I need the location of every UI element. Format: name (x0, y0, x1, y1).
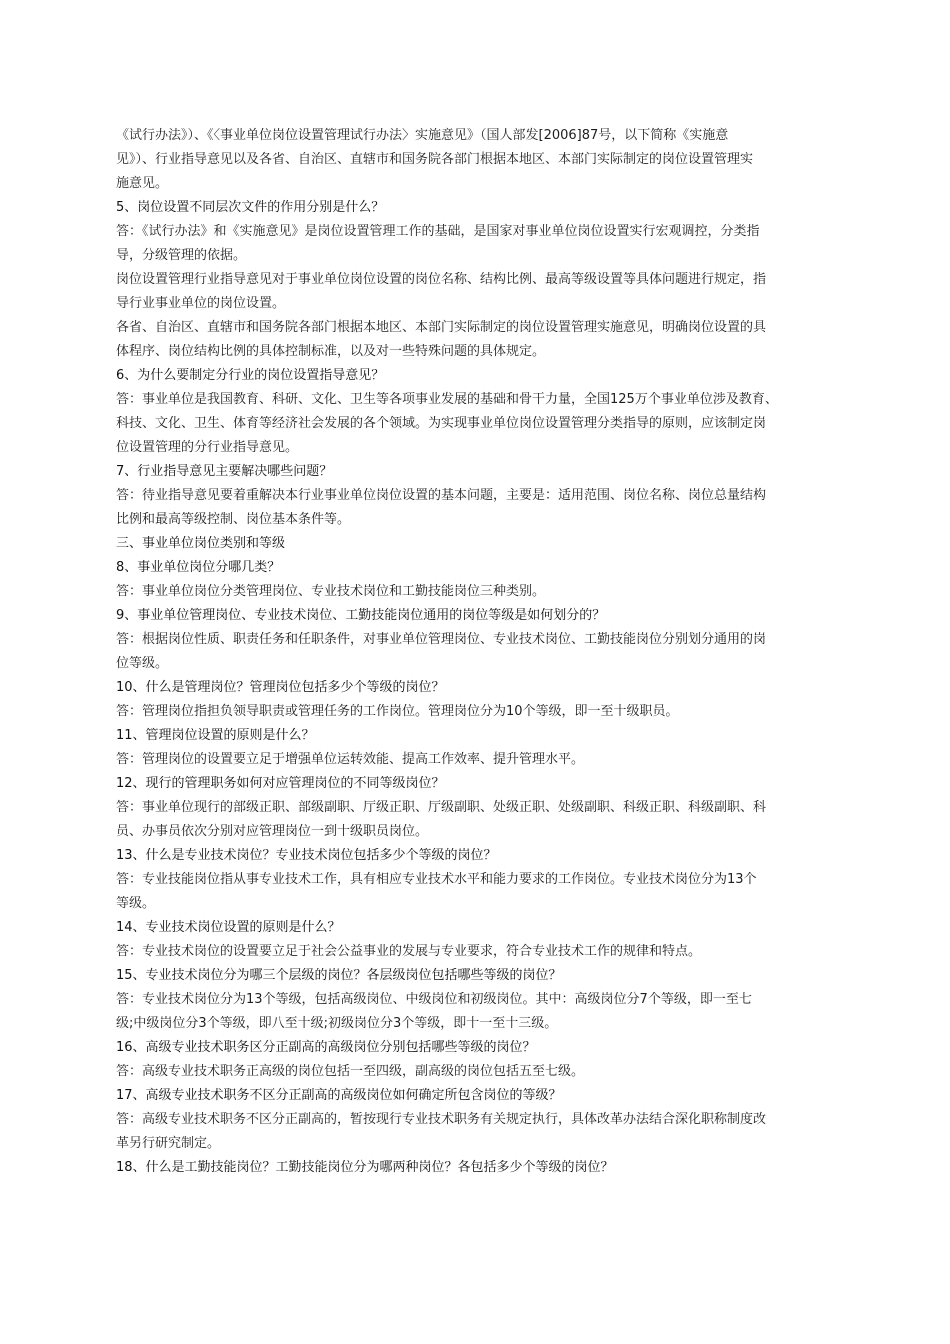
text-line: 答：专业技术岗位的设置要立足于社会公益事业的发展与专业要求，符合专业技术工作的规律和特点。 (116, 944, 702, 959)
text-line: 员、办事员依次分别对应管理岗位一到十级职员岗位。 (116, 824, 429, 839)
text-line: 等级。 (116, 896, 156, 911)
question-line: 8、事业单位岗位分哪几类？ (116, 560, 281, 575)
text-line: 答：根据岗位性质、职责任务和任职条件，对事业单位管理岗位、专业技术岗位、工勤技能岗位分别划分通用的岗 (116, 632, 767, 647)
text-line: 比例和最高等级控制、岗位基本条件等。 (116, 512, 351, 527)
text-line: 答：管理岗位的设置要立足于增强单位运转效能、提高工作效率、提升管理水平。 (116, 752, 585, 767)
text-line: 答：高级专业技术职务正高级的岗位包括一至四级，副高级的岗位包括五至七级。 (116, 1064, 585, 1079)
text-line: 答：待业指导意见要着重解决本行业事业单位岗位设置的基本问题，主要是：适用范围、岗位名称、岗位总量结构 (116, 488, 767, 503)
text-line: 答：管理岗位指担负领导职责或管理任务的工作岗位。管理岗位分为10个等级，即一至十级职员。 (116, 704, 679, 719)
question-line: 12、现行的管理职务如何对应管理岗位的不同等级岗位？ (116, 776, 445, 791)
question-line: 17、高级专业技术职务不区分正副高的高级岗位如何确定所包含岗位的等级？ (116, 1088, 562, 1103)
text-line: 革另行研究制定。 (116, 1136, 221, 1151)
text-line: 答：《试行办法》和《实施意见》是岗位设置管理工作的基础，是国家对事业单位岗位设置实行宏观调控，分类指 (116, 224, 760, 239)
question-line: 6、为什么要制定分行业的岗位设置指导意见？ (116, 368, 385, 383)
question-line: 13、什么是专业技术岗位？专业技术岗位包括多少个等级的岗位？ (116, 848, 497, 863)
text-line: 位等级。 (116, 656, 169, 671)
text-line: 体程序、岗位结构比例的具体控制标准，以及对一些特殊问题的具体规定。 (116, 344, 546, 359)
question-line: 18、什么是工勤技能岗位？工勤技能岗位分为哪两种岗位？各包括多少个等级的岗位？ (116, 1160, 614, 1175)
text-line: 《试行办法》）、《〈事业单位岗位设置管理试行办法〉实施意见》（国人部发[2006]87号，以下简称《实施意 (116, 128, 729, 143)
text-line: 答：事业单位现行的部级正职、部级副职、厅级正职、厅级副职、处级正职、处级副职、科级正职、科级副职、科 (116, 800, 767, 815)
text-line: 科技、文化、卫生、体育等经济社会发展的各个领域。为实现事业单位岗位设置管理分类指导的原则，应该制定岗 (116, 416, 767, 431)
text-line: 位设置管理的分行业指导意见。 (116, 440, 299, 455)
question-line: 7、行业指导意见主要解决哪些问题？ (116, 464, 333, 479)
question-line: 15、专业技术岗位分为哪三个层级的岗位？各层级岗位包括哪些等级的岗位？ (116, 968, 562, 983)
text-line: 答：专业技术岗位分为13个等级，包括高级岗位、中级岗位和初级岗位。其中：高级岗位分7个等级，即一至七 (116, 992, 752, 1007)
question-line: 9、事业单位管理岗位、专业技术岗位、工勤技能岗位通用的岗位等级是如何划分的？ (116, 608, 606, 623)
question-line: 5、岗位设置不同层次文件的作用分别是什么？ (116, 200, 385, 215)
question-line: 16、高级专业技术职务区分正副高的高级岗位分别包括哪些等级的岗位？ (116, 1040, 536, 1055)
question-line: 11、管理岗位设置的原则是什么？ (116, 728, 315, 743)
question-line: 三、事业单位岗位类别和等级 (116, 536, 286, 551)
text-line: 见》）、行业指导意见以及各省、自治区、直辖市和国务院各部门根据本地区、本部门实际制定的岗位设置管理实 (116, 152, 754, 167)
text-line: 答：专业技能岗位指从事专业技术工作，具有相应专业技术水平和能力要求的工作岗位。专业技术岗位分为13个 (116, 872, 757, 887)
text-line: 答：高级专业技术职务不区分正副高的，暂按现行专业技术职务有关规定执行，具体改革办法结合深化职称制度改 (116, 1112, 767, 1127)
text-line: 级;中级岗位分3个等级，即八至十级;初级岗位分3个等级，即十一至十三级。 (116, 1016, 558, 1031)
text-line: 答：事业单位是我国教育、科研、文化、卫生等各项事业发展的基础和骨干力量，全国125万个事业单位涉及教育、 (116, 392, 778, 407)
text-line: 各省、自治区、直辖市和国务院各部门根据本地区、本部门实际制定的岗位设置管理实施意见，明确岗位设置的具 (116, 320, 767, 335)
text-line: 导，分级管理的依据。 (116, 248, 247, 263)
text-line: 施意见。 (116, 176, 169, 191)
question-line: 14、专业技术岗位设置的原则是什么？ (116, 920, 341, 935)
text-line: 答：事业单位岗位分类管理岗位、专业技术岗位和工勤技能岗位三种类别。 (116, 584, 546, 599)
document-page (116, 124, 844, 1180)
question-line: 10、什么是管理岗位？管理岗位包括多少个等级的岗位？ (116, 680, 445, 695)
text-line: 岗位设置管理行业指导意见对于事业单位岗位设置的岗位名称、结构比例、最高等级设置等具体问题进行规定，指 (116, 272, 767, 287)
text-line: 导行业事业单位的岗位设置。 (116, 296, 286, 311)
